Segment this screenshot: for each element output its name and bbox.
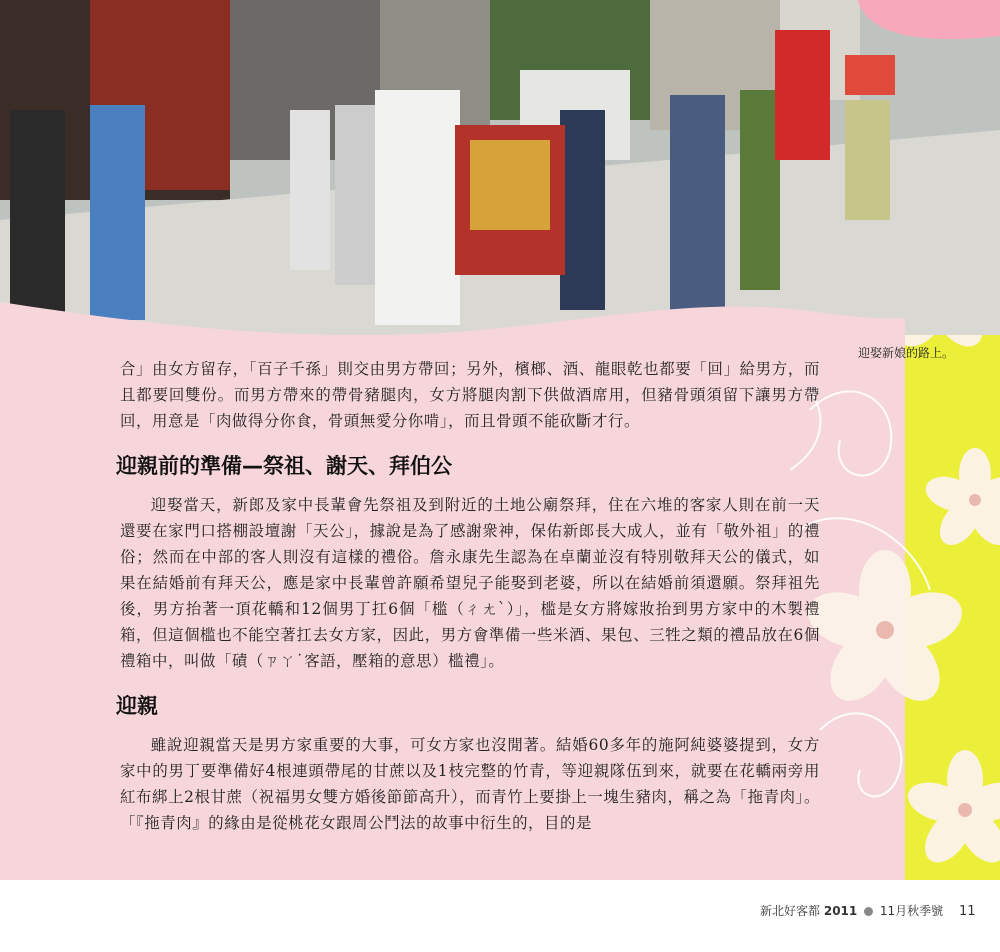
- page-footer: [760, 902, 990, 919]
- photo-caption: 迎娶新娘的路上。: [858, 346, 955, 360]
- article-body: [116, 356, 820, 836]
- page-number: 11: [959, 904, 976, 919]
- paragraph-continued: 合」由女方留存，「百子千孫」則交由男方帶回；另外，檳榔、酒、龍眼乾也都要「回」給男方，而且都要回雙份。而男方帶來的帶骨豬腿肉，女方將腿肉割下供做酒席用，但豬骨頭須留下讓男方帶回，用意是「肉做得分你食，骨頭無愛分你啃」，而且骨頭不能砍斷才行。: [120, 360, 820, 430]
- section-heading-welcoming: 迎親: [116, 694, 158, 718]
- corner-decoration: [858, 0, 1000, 42]
- wedding-procession-photo: [0, 0, 1000, 335]
- paragraph-welcoming: 雖說迎親當天是男方家重要的大事，可女方家也沒閒著。結婚60多年的施阿純婆婆提到，女方家中的男丁要準備好4根連頭帶尾的甘蔗以及1枝完整的竹青，等迎親隊伍到來，就要在花轎兩旁用紅布綁上2根甘蔗（祝福男女雙方婚後節節高升），而青竹上要掛上一塊生豬肉，稱之為「拖青肉」。「『拖青肉』的緣由是從桃花女跟周公鬥法的故事中衍生的，目的是: [120, 736, 820, 832]
- wave-edge: [0, 290, 905, 350]
- issue-label: 11月秋季號: [879, 904, 944, 918]
- publication-name: 新北好客都: [760, 904, 821, 918]
- section-heading-preparation: 迎親前的準備—祭祖、謝天、拜伯公: [116, 454, 452, 478]
- bullet-icon: [864, 907, 873, 916]
- publication-year: 2011: [823, 904, 858, 918]
- paragraph-preparation: 迎娶當天，新郎及家中長輩會先祭祖及到附近的土地公廟祭拜，住在六堆的客家人則在前一天還要在家門口搭棚設壇謝「天公」，據說是為了感謝衆神，保佑新郎長大成人，並有「敬外祖」的禮俗；然而在中部的客人則沒有這樣的禮俗。詹永康先生認為在卓蘭並沒有特別敬拜天公的儀式，如果在結婚前有拜天公，應是家中長輩曾許願希望兒子能娶到老婆，所以在結婚前須還願。祭拜祖先後，男方抬著一頂花轎和12個男丁扛6個「槛（ㄔㄤˋ）」，槛是女方將嫁妝抬到男方家中的木製禮箱，但這個槛也不能空著扛去女方家，因此，男方會準備一些米酒、果包、三牲之類的禮品放在6個禮箱中，叫做「磧（ㄗㄚ˙客語，壓箱的意思）槛禮」。: [120, 496, 820, 670]
